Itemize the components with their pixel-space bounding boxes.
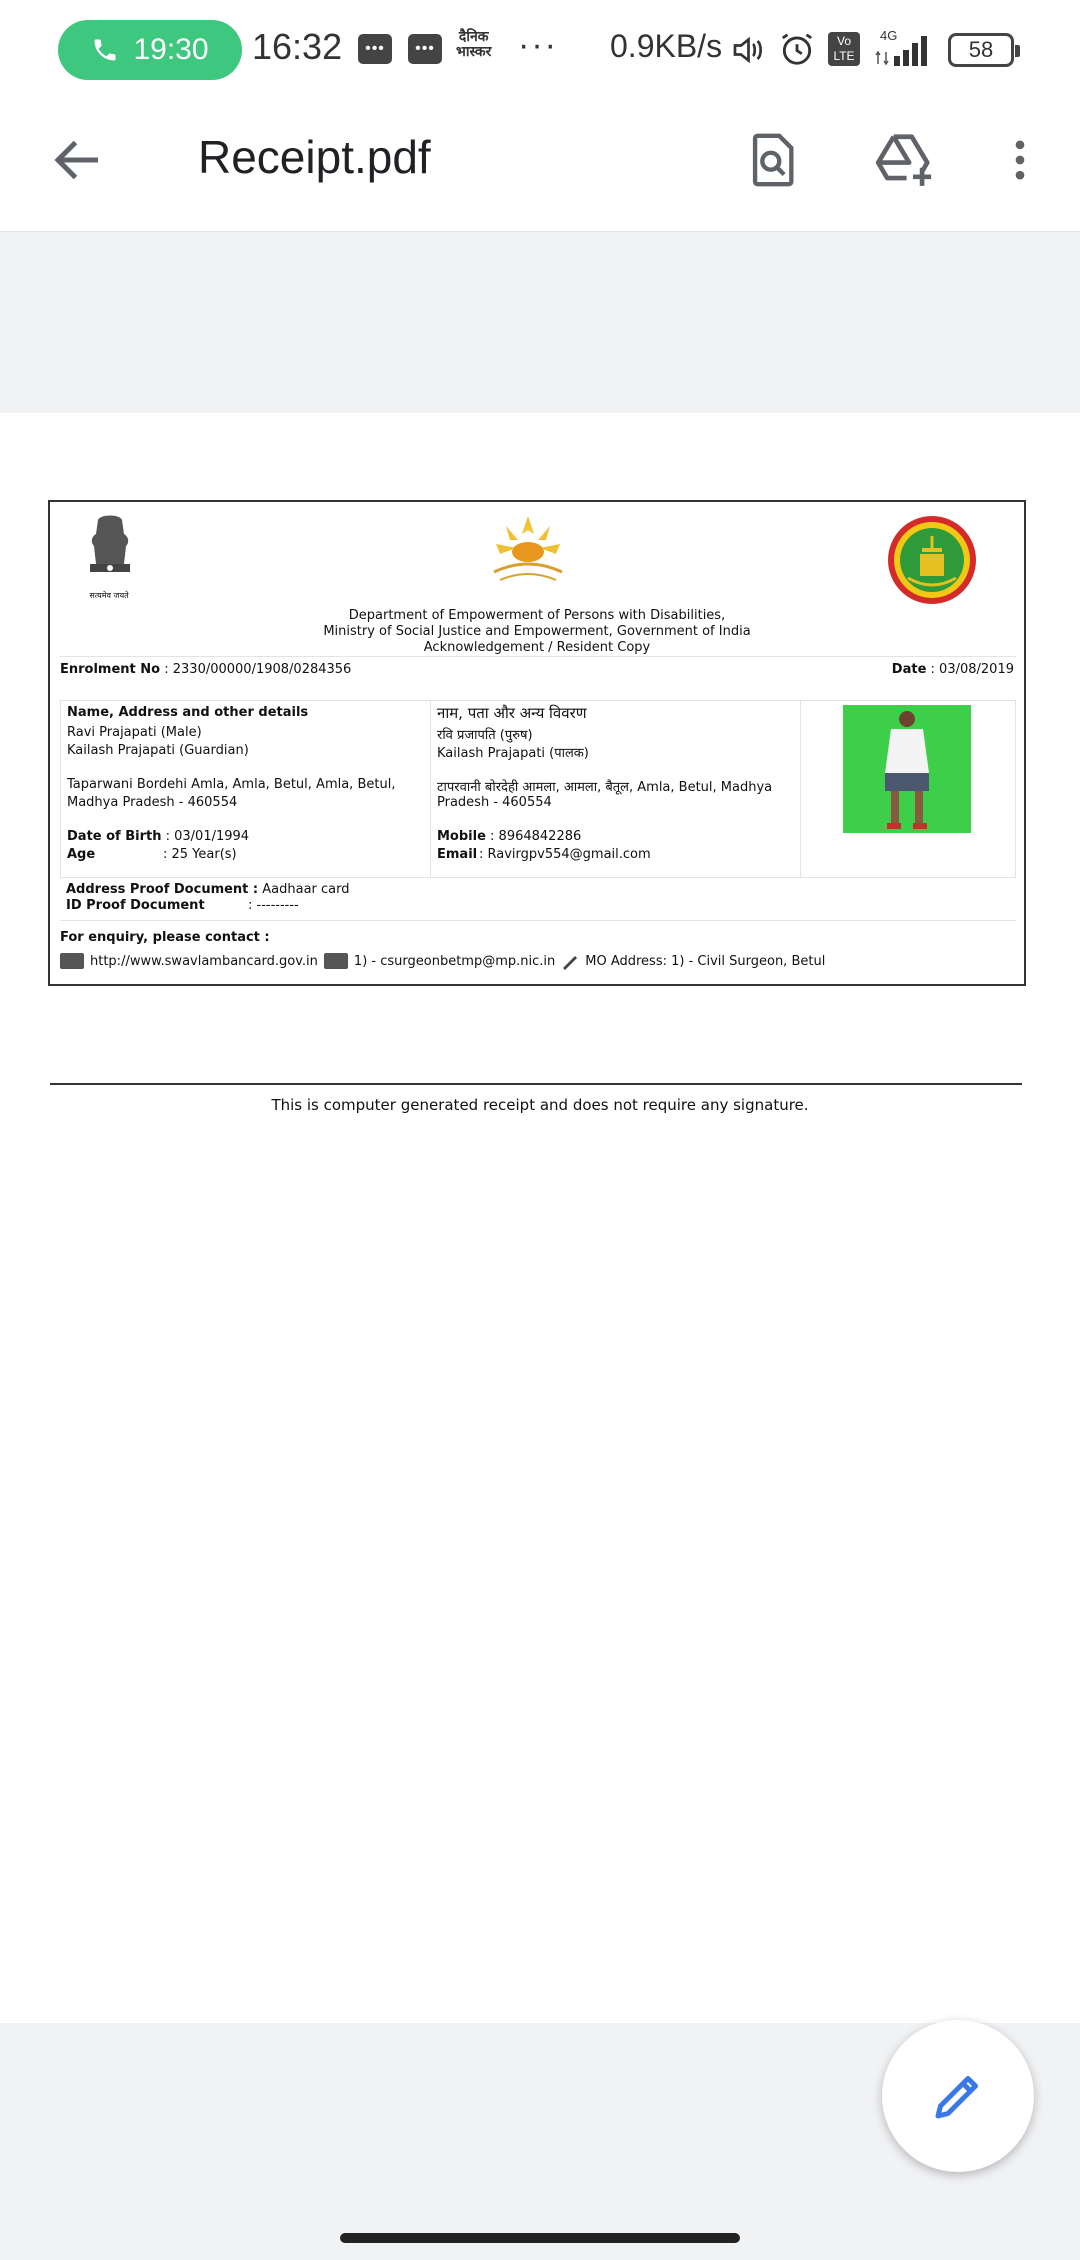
- address-proof-label: Address Proof Document :: [66, 882, 259, 897]
- website-link[interactable]: http://www.swavlambancard.gov.in: [90, 953, 318, 969]
- guardian-name-hindi: Kailash Prajapati (पालक): [437, 746, 589, 761]
- enrolment-number: [60, 662, 351, 677]
- volte-icon: Vo LTE: [828, 32, 860, 66]
- details-heading-hindi: नाम, पता और अन्य विवरण: [437, 704, 587, 722]
- dob-label: Date of Birth: [67, 829, 162, 844]
- more-notifications-icon: ···: [518, 26, 558, 64]
- more-vert-icon: [994, 134, 1046, 186]
- details-table: [60, 700, 1016, 878]
- battery-indicator: [948, 33, 1014, 67]
- age-label: Age: [67, 847, 96, 862]
- date-value: : 03/08/2019: [930, 662, 1014, 677]
- find-in-document-icon: [743, 131, 801, 189]
- paper-label-2: भास्कर: [456, 44, 492, 60]
- date-label: Date: [891, 662, 927, 677]
- edit-fab-button[interactable]: [882, 2020, 1034, 2172]
- battery-level: 58: [968, 37, 994, 62]
- header-department: Department of Empowerment of Persons with Disabilities,: [348, 608, 726, 623]
- pdf-viewer[interactable]: [0, 233, 1080, 2260]
- pdf-page: [0, 413, 1080, 2023]
- applicant-photo: [843, 705, 971, 833]
- back-arrow-icon: [48, 130, 108, 190]
- network-type: 4G: [880, 28, 898, 43]
- contact-row: [60, 952, 825, 970]
- email-row: [437, 847, 651, 862]
- mobile-value: : 8964842286: [490, 829, 582, 844]
- applicant-name-hindi: रवि प्रजापति (पुरुष): [437, 728, 533, 743]
- status-bar: [0, 0, 1080, 100]
- acknowledgement-receipt: [48, 500, 1026, 986]
- email-contact[interactable]: 1) - csurgeonbetmp@mp.nic.in: [353, 953, 556, 969]
- receipt-date: [892, 662, 1014, 677]
- back-button[interactable]: [48, 130, 108, 190]
- ongoing-call-pill[interactable]: [58, 20, 242, 80]
- email-label: Email: [437, 847, 478, 862]
- english-details-column: [61, 701, 431, 877]
- hindi-details-column: [431, 701, 801, 877]
- swavlamban-logo-icon: [486, 512, 570, 588]
- phone-icon: [91, 36, 119, 64]
- mobile-row: [437, 829, 581, 844]
- emblem-caption: सत्यमेव जयते: [89, 591, 129, 600]
- document-title: Receipt.pdf: [198, 131, 431, 183]
- guardian-name: Kailash Prajapati (Guardian): [67, 743, 249, 758]
- edit-pencil-icon: [928, 2066, 988, 2126]
- signal-icon: [872, 34, 932, 66]
- national-emblem-icon: [80, 512, 140, 596]
- message-icon: •••: [408, 34, 442, 64]
- address-hindi-line-1: टापरवानी बोरदेही आमला, आमला, बैतूल, Amla, Betul, Madhya: [437, 780, 773, 795]
- age-value: : 25 Year(s): [163, 847, 237, 862]
- address-proof-row: [66, 882, 350, 897]
- gesture-home-bar[interactable]: [340, 2233, 740, 2243]
- person-figure-icon: [843, 705, 971, 833]
- madhya-pradesh-logo-icon: [886, 514, 978, 606]
- globe-icon: [60, 953, 84, 969]
- paper-label-1: दैनिक: [458, 29, 489, 45]
- pen-icon: [561, 952, 579, 970]
- enrolment-value: : 2330/00000/1908/0284356: [164, 662, 352, 677]
- add-to-drive-icon: [873, 129, 935, 191]
- mail-icon: [324, 953, 348, 969]
- signature-rule: [50, 1083, 1022, 1085]
- details-heading: Name, Address and other details: [67, 705, 309, 720]
- more-options-button[interactable]: [984, 124, 1056, 196]
- address-line-2: Madhya Pradesh - 460554: [67, 795, 238, 810]
- header-copy-type: Acknowledgement / Resident Copy: [423, 640, 651, 655]
- email-value: : Ravirgpv554@gmail.com: [479, 847, 651, 862]
- enrolment-label: Enrolment No: [60, 662, 161, 677]
- computer-generated-note: This is computer generated receipt and does not require any signature.: [271, 1096, 809, 1114]
- message-icon: •••: [358, 34, 392, 64]
- alarm-icon: [778, 30, 816, 68]
- divider: [60, 920, 1016, 921]
- divider: [60, 656, 1016, 657]
- network-speed: 0.9KB/s: [610, 28, 723, 64]
- dob-row: [67, 829, 249, 844]
- address-proof-value: Aadhaar card: [262, 882, 350, 897]
- id-proof-label: ID Proof Document: [66, 898, 205, 913]
- call-duration: 19:30: [133, 33, 209, 66]
- dob-value: : 03/01/1994: [165, 829, 250, 844]
- header-ministry: Ministry of Social Justice and Empowerment, Government of India: [323, 624, 751, 639]
- id-proof-row: [66, 898, 299, 913]
- photo-column: [801, 701, 1017, 877]
- enquiry-label: For enquiry, please contact :: [60, 930, 270, 945]
- applicant-name: Ravi Prajapati (Male): [67, 725, 202, 740]
- age-row: [67, 847, 237, 862]
- address-line-1: Taparwani Bordehi Amla, Amla, Betul, Amla, Betul,: [67, 777, 396, 792]
- mo-address: MO Address: 1) - Civil Surgeon, Betul: [585, 953, 826, 969]
- id-proof-value: : ---------: [248, 898, 299, 913]
- mobile-label: Mobile: [437, 829, 486, 844]
- vibrate-icon: [728, 32, 766, 68]
- clock: 16:32: [252, 26, 343, 67]
- address-hindi-line-2: Pradesh - 460554: [437, 795, 552, 810]
- add-to-drive-button[interactable]: [868, 124, 940, 196]
- find-in-document-button[interactable]: [736, 124, 808, 196]
- app-bar: [0, 100, 1080, 232]
- dainik-bhaskar-icon: [456, 30, 491, 60]
